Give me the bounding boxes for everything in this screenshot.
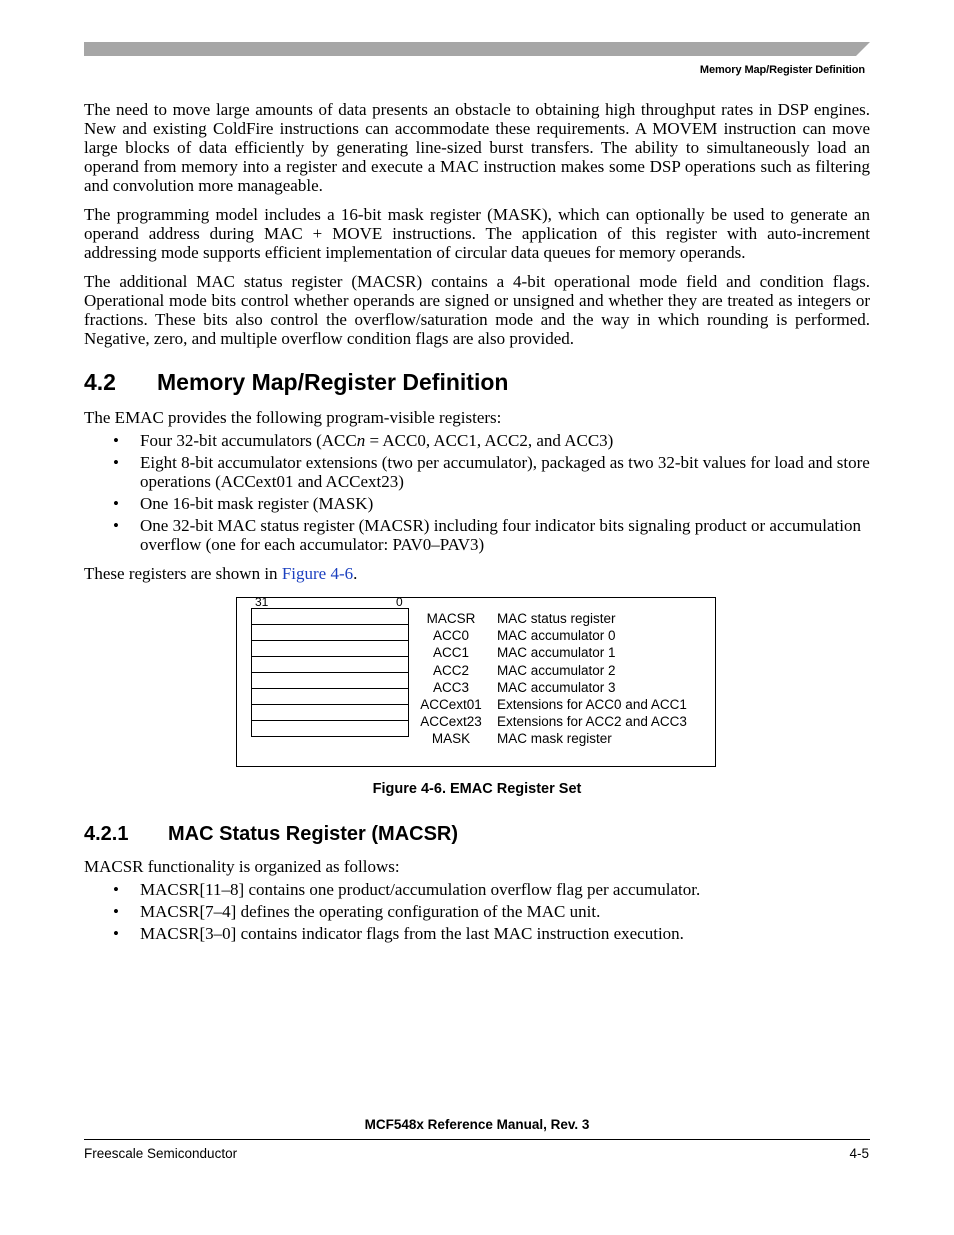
list-item-text: One 32-bit MAC status register (MACSR) including four indicator bits signaling product or accumulation overflow (one for each accumulator: PAV0–PAV3)	[140, 516, 861, 554]
register-description: MAC accumulator 1	[497, 645, 616, 661]
section-heading-4-2-1	[84, 821, 870, 847]
macsr-bullet-list	[84, 880, 870, 943]
register-bullet-list	[84, 431, 870, 554]
bullet-icon: •	[113, 880, 119, 899]
register-stack	[251, 608, 409, 737]
list-item	[84, 516, 870, 554]
register-name: ACC2	[432, 662, 469, 678]
register-name: ACCext01	[420, 696, 482, 712]
figure-4-6-link[interactable]: Figure 4-6	[281, 564, 354, 583]
list-item-text: = ACC0, ACC1, ACC2, and ACC3)	[365, 431, 614, 450]
bullet-icon: •	[113, 431, 119, 450]
register-name: ACC1	[432, 645, 469, 661]
register-name: MACSR	[426, 611, 476, 626]
register-description: Extensions for ACC0 and ACC1	[497, 696, 687, 712]
register-cell	[251, 656, 409, 673]
register-cell	[251, 624, 409, 641]
list-item-text: Four 32-bit accumulators (ACC	[140, 431, 357, 450]
register-description: MAC accumulator 0	[497, 628, 616, 644]
footer-page-number: 4-5	[849, 1146, 869, 1161]
register-name-column	[415, 610, 487, 748]
section-lead: The EMAC provides the following program-visible registers:	[84, 408, 502, 427]
footer-company: Freescale Semiconductor	[84, 1146, 238, 1161]
register-name: ACCext23	[420, 714, 482, 730]
list-item	[84, 494, 870, 513]
register-description: MAC accumulator 3	[497, 679, 616, 695]
list-item	[84, 880, 870, 899]
figure-caption: Figure 4-6. EMAC Register Set	[372, 781, 582, 797]
register-description: MAC status register	[497, 611, 616, 626]
list-item-text: MACSR[7–4] defines the operating configuration of the MAC unit.	[140, 902, 601, 921]
section-lead: MACSR functionality is organized as follows:	[84, 857, 400, 876]
bullet-icon: •	[113, 902, 119, 921]
intro-paragraph-1: The need to move large amounts of data presents an obstacle to obtaining high throughput rates in DSP engines. New and existing ColdFire instructions can accommodate these requirements. A MOVEM instruction can move large blocks of data efficiently by generating line-sized burst transfers. The ability to simultaneously load an operand from memory into a register and execute a MAC instruction makes some DSP operations such as filtering and convolution more manageable.	[84, 100, 870, 195]
emac-register-figure	[236, 597, 716, 767]
running-head: Memory Map/Register Definition	[699, 64, 865, 76]
register-description: MAC mask register	[497, 731, 612, 747]
header-bar	[84, 42, 870, 56]
bullet-icon: •	[113, 516, 119, 535]
footer-manual-title: MCF548x Reference Manual, Rev. 3	[364, 1117, 590, 1132]
register-name: ACC3	[432, 679, 469, 695]
list-item	[84, 924, 870, 943]
list-item	[84, 902, 870, 921]
bullet-icon: •	[113, 453, 119, 472]
register-cell	[251, 688, 409, 705]
bullet-icon: •	[113, 924, 119, 943]
register-cell	[251, 704, 409, 721]
bit-label-high: 31	[255, 595, 269, 609]
list-item-text: MACSR[11–8] contains one product/accumulation overflow flag per accumulator.	[140, 880, 701, 899]
intro-paragraph-3: The additional MAC status register (MACSR) contains a 4-bit operational mode field and condition flags. Operational mode bits control whether operands are signed or unsigned and whether they are treated as integers or fractions. These bits also control the overflow/saturation mode and the way in which rounding is performed. Negative, zero, and multiple overflow condition flags are also provided.	[84, 272, 870, 348]
register-cell	[251, 672, 409, 689]
section-number: 4.2.1	[84, 823, 129, 845]
page-content	[84, 100, 870, 953]
footer-divider	[84, 1139, 870, 1140]
register-cell	[251, 608, 409, 625]
register-description: Extensions for ACC2 and ACC3	[497, 714, 687, 730]
section-number: 4.2	[84, 369, 116, 395]
section-title: MAC Status Register (MACSR)	[168, 823, 459, 845]
register-cell	[251, 720, 409, 737]
list-item-text: Eight 8-bit accumulator extensions (two per accumulator), packaged as two 32-bit values for load and store operations (ACCext01 and ACCext23)	[140, 453, 870, 491]
list-item-text: One 16-bit mask register (MASK)	[140, 494, 374, 513]
bullet-icon: •	[113, 494, 119, 513]
list-item	[84, 431, 870, 450]
register-name: ACC0	[432, 628, 469, 644]
register-description-column	[497, 610, 707, 748]
register-description: MAC accumulator 2	[497, 662, 616, 678]
register-name: MASK	[431, 731, 471, 747]
figure-ref-text: .	[353, 564, 358, 583]
list-item	[84, 453, 870, 491]
register-cell	[251, 640, 409, 657]
list-item-text: MACSR[3–0] contains indicator flags from the last MAC instruction execution.	[140, 924, 684, 943]
bit-label-low: 0	[396, 595, 403, 609]
figure-reference-sentence	[84, 564, 870, 583]
section-title: Memory Map/Register Definition	[157, 369, 509, 395]
figure-ref-text: These registers are shown in	[84, 564, 282, 583]
section-heading-4-2	[84, 368, 870, 396]
list-item-italic: n	[356, 431, 366, 450]
intro-paragraph-2: The programming model includes a 16-bit mask register (MASK), which can optionally be used to generate an operand address during MAC + MOVE instructions. The application of this register with auto-increment addressing mode supports efficient implementation of circular data queues for memory operands.	[84, 205, 870, 262]
